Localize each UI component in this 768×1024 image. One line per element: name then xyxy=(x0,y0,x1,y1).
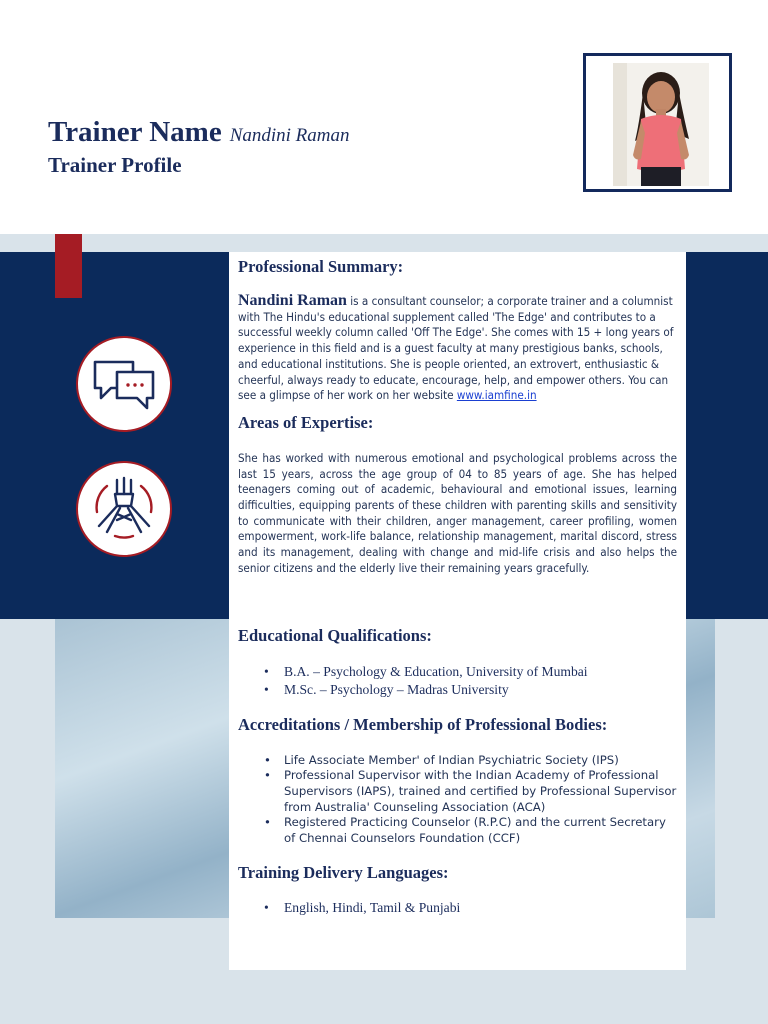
professional-summary-heading: Professional Summary: xyxy=(238,257,404,276)
trainer-photo xyxy=(613,63,709,186)
list-item: • M.Sc. – Psychology – Madras University xyxy=(264,681,677,699)
trainer-name: Nandini Raman xyxy=(229,125,350,146)
list-item: • B.A. – Psychology & Education, University of Mumbai xyxy=(264,663,677,681)
list-item: • English, Hindi, Tamil & Punjabi xyxy=(264,899,677,917)
website-link[interactable]: www.iamfine.in xyxy=(456,388,537,403)
list-item: • Life Associate Member' of Indian Psychiatric Society (IPS) xyxy=(264,753,677,769)
accreditations-list xyxy=(264,753,677,847)
page-subtitle: Trainer Profile xyxy=(48,153,182,177)
page-title: Trainer Name xyxy=(48,116,222,148)
list-item: • Registered Practicing Counselor (R.P.C) and the current Secretary of Chennai Counselors Foundation (CCF) xyxy=(264,815,677,846)
page-header xyxy=(0,0,768,234)
accreditations-heading: Accreditations / Membership of Professional Bodies: xyxy=(238,714,608,734)
content-panel xyxy=(229,252,686,970)
chat-bubbles-icon xyxy=(76,336,172,432)
joined-hands-icon xyxy=(76,461,172,557)
list-item: • Professional Supervisor with the Indian Academy of Professional Supervisors (IAPS), trained and certified by Professional Supervisor from Australia' Counseling Association (ACA) xyxy=(264,768,677,815)
portrait-illustration xyxy=(613,63,709,186)
summary-lead-name: Nandini Raman xyxy=(238,292,347,309)
summary-body: is a consultant counselor; a corporate trainer and a columnist with The Hindu's educational supplement called 'The Edge' and contributes to a successful weekly column called 'Off The Edge'. She comes with 15 + long years of experience in this field and is a guest faculty at many prestigious banks, schools, and educational institutions. She is people oriented, an extrovert, enthusiastic & cheerful, always ready to educate, encourage, help, and empower others. You can see a glimpse of her work on her website xyxy=(238,294,674,403)
trainer-photo-frame xyxy=(583,53,732,192)
training-languages-heading: Training Delivery Languages: xyxy=(238,862,449,882)
professional-summary-text xyxy=(238,293,677,404)
areas-of-expertise-heading: Areas of Expertise: xyxy=(238,412,374,432)
red-accent-tab xyxy=(55,234,82,298)
areas-of-expertise-text: She has worked with numerous emotional and psychological problems across the last 15 years, across the age group of 04 to 85 years of age. She has helped teenagers coming out of academic, behavioural and emotional issues, learning difficulties, equipping parents of these children with parenting skills and sensitivity to communicate with their children, anger management, career profiling, women empowerment, work-life balance, relationship management, marital discord, stress and its management, dealing with change and mid-life crisis and also helps the senior citizens and the elderly live their remaining years gracefully. xyxy=(238,450,677,575)
title-line xyxy=(48,116,350,149)
educational-qualifications-heading: Educational Qualifications: xyxy=(238,625,432,645)
education-list xyxy=(264,663,677,699)
languages-list xyxy=(264,899,677,917)
